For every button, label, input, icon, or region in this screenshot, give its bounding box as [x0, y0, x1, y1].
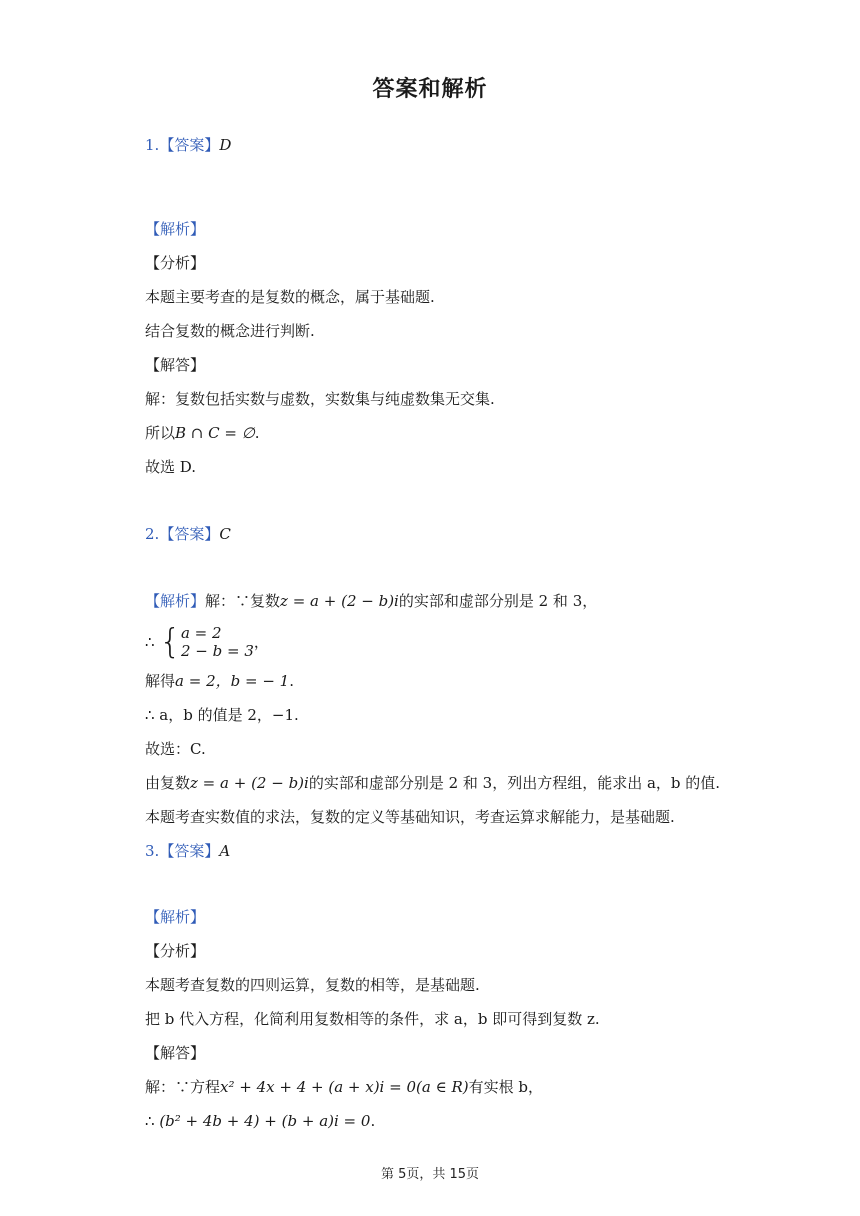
q1-text-2: 结合复数的概念进行判断. [145, 322, 315, 340]
q3-text-1: 本题考查复数的四则运算，复数的相等，是基础题. [145, 976, 480, 994]
q1-fenxi-tag: 【分析】 [145, 254, 206, 272]
q1-number: 1. [145, 136, 160, 154]
q2-text-5: 故选：C. [145, 740, 206, 758]
q1-text-5: 故选 D. [145, 458, 197, 476]
q1-answer-line [145, 135, 231, 155]
q2-text-7: 本题考查实数值的求法，复数的定义等基础知识，考查运算求解能力，是基础题. [145, 808, 675, 826]
system-row-1: a = 2 [180, 624, 222, 642]
q1-text-1: 本题主要考查的是复数的概念，属于基础题. [145, 288, 435, 306]
q1-jieda-tag: 【解答】 [145, 356, 206, 374]
q3-text-2: 把 b 代入方程，化简利用复数相等的条件，求 a，b 即可得到复数 z. [145, 1010, 600, 1028]
system-row-2: 2 − b = 3 [180, 642, 254, 660]
q3-text-4-prefix: ∴ [145, 1112, 160, 1130]
system-end-comma: ， [253, 633, 269, 651]
q1-answer: D [219, 136, 232, 154]
q2-equation-system [145, 624, 269, 660]
q3-answer-tag: 【答案】 [159, 842, 220, 860]
q1-answer-tag: 【答案】 [159, 136, 220, 154]
q3-expanded-formula: (b² + 4b + 4) + (b + a)i = 0 [159, 1112, 371, 1130]
q2-text-6 [145, 773, 720, 793]
q2-answer: C [219, 525, 231, 543]
q2-text-3 [145, 671, 294, 691]
page-title: 答案和解析 [372, 77, 488, 102]
q2-text-6-suffix: 的实部和虚部分别是 2 和 3，列出方程组，能求出 a，b 的值. [308, 774, 721, 792]
page-footer: 第 5页，共 15页 [380, 1167, 480, 1182]
q1-analysis-tag: 【解析】 [145, 220, 206, 238]
q2-text-6-prefix: 由复数 [145, 774, 191, 792]
q3-jieda-tag: 【解答】 [145, 1044, 206, 1062]
q1-set-formula: B ∩ C = ∅ [175, 424, 255, 442]
q2-solution-formula: a = 2，b = − 1 [175, 672, 290, 690]
q2-answer-line [145, 524, 231, 544]
q2-text-1 [145, 591, 597, 611]
q2-number: 2. [145, 525, 160, 543]
q3-text-4 [145, 1111, 375, 1131]
q2-text-3-suffix: . [289, 672, 294, 690]
left-brace-icon: { [159, 622, 181, 662]
q1-text-4-suffix: . [254, 424, 260, 442]
q3-answer-line [145, 841, 230, 861]
q1-text-4 [145, 423, 260, 443]
q3-answer: A [219, 842, 231, 860]
q1-text-4-prefix: 所以 [145, 424, 176, 442]
q3-text-4-suffix: . [370, 1112, 376, 1130]
q3-text-3-suffix: 有实根 b， [468, 1078, 543, 1096]
q2-text-1-prefix: 解：∵复数 [205, 592, 281, 610]
q3-equation-formula: x² + 4x + 4 + (a + x)i = 0(a ∈ R) [220, 1078, 469, 1096]
q3-text-3 [145, 1077, 543, 1097]
q2-answer-tag: 【答案】 [159, 525, 220, 543]
q2-complex-formula: z = a + (2 − b)i [280, 592, 399, 610]
q1-text-3: 解：复数包括实数与虚数，实数集与纯虚数集无交集. [145, 390, 495, 408]
q2-text-4: ∴ a，b 的值是 2，−1. [145, 706, 299, 724]
q3-analysis-tag: 【解析】 [145, 908, 206, 926]
q2-complex-formula-2: z = a + (2 − b)i [190, 774, 309, 792]
q3-text-3-prefix: 解：∵方程 [145, 1078, 221, 1096]
q3-number: 3. [145, 842, 160, 860]
system-rows [181, 624, 254, 660]
q3-fenxi-tag: 【分析】 [145, 942, 206, 960]
q2-text-1-suffix: 的实部和虚部分别是 2 和 3， [398, 592, 598, 610]
therefore-symbol: ∴ [145, 633, 155, 651]
q2-analysis-tag: 【解析】 [145, 592, 206, 610]
q2-text-3-prefix: 解得 [145, 672, 176, 690]
